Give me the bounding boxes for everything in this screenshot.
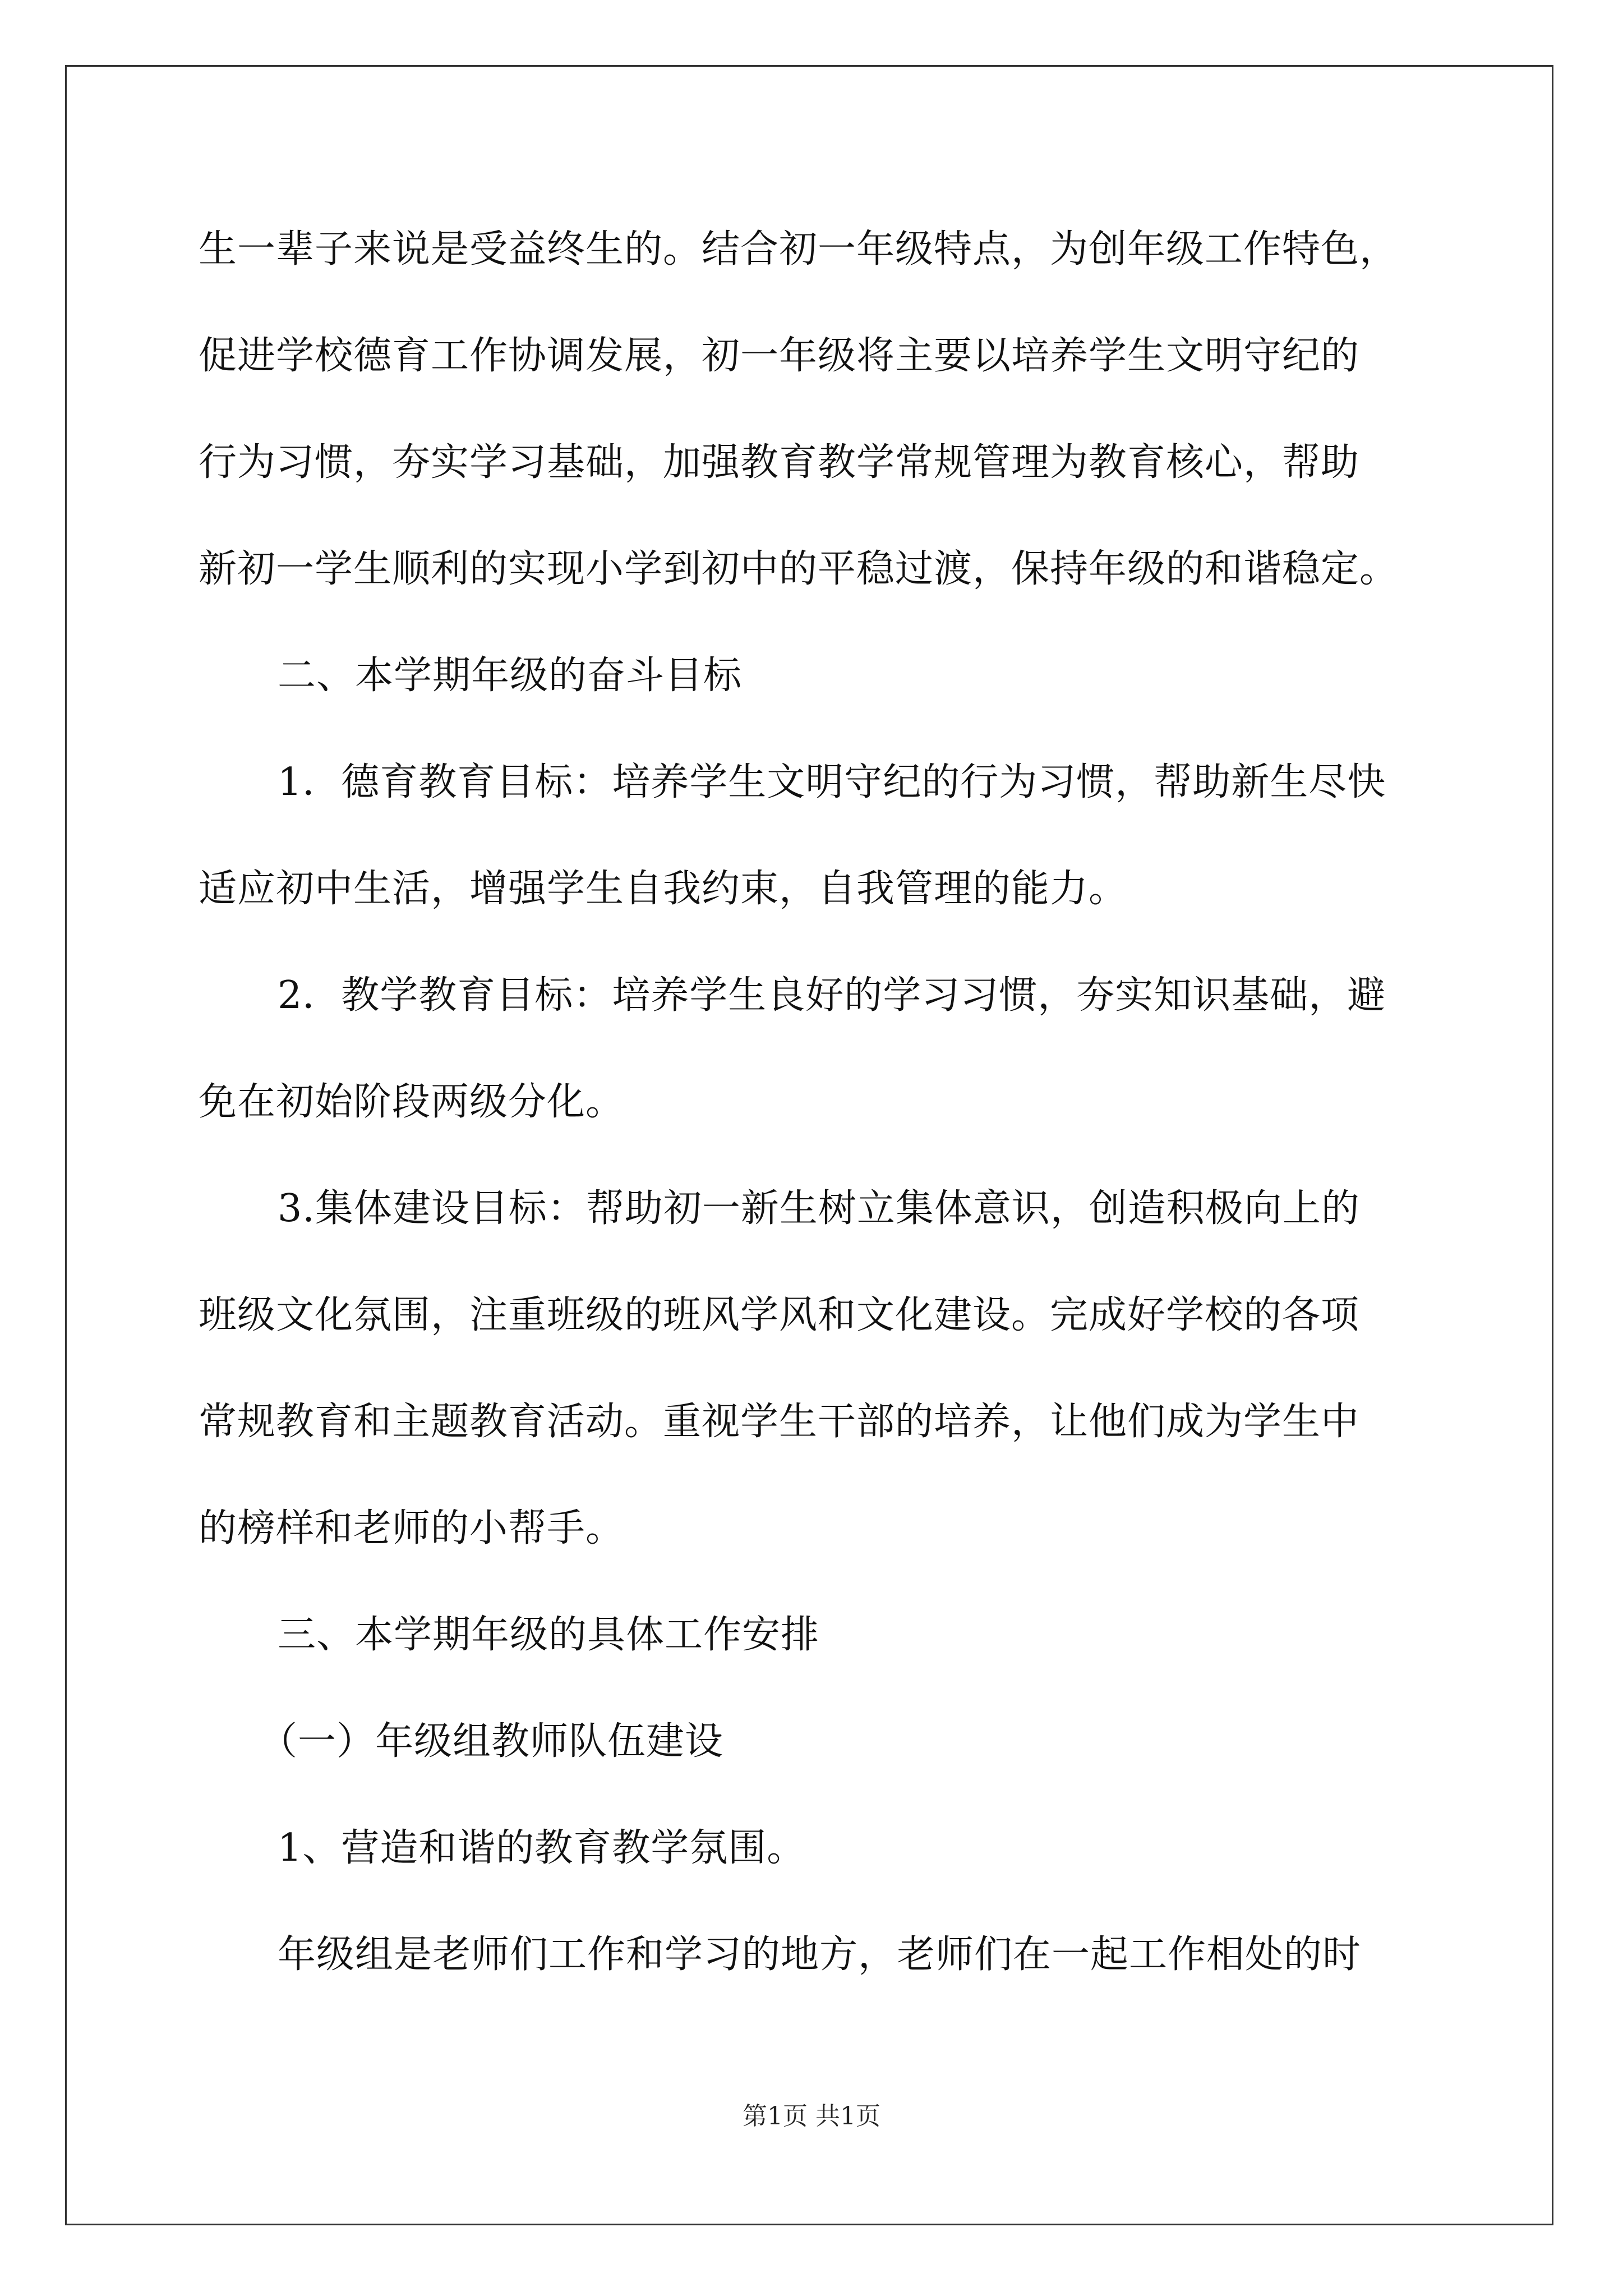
paragraph-line: 促进学校德育工作协调发展，初一年级将主要以培养学生文明守纪的: [199, 334, 1360, 378]
paragraph-line: 生一辈子来说是受益终生的。结合初一年级特点，为创年级工作特色，: [199, 227, 1399, 272]
paragraph-line: 常规教育和主题教育活动。重视学生干部的培养，让他们成为学生中: [199, 1400, 1360, 1444]
page-border: [65, 65, 1553, 2225]
paragraph-line: 2．教学教育目标：培养学生良好的学习习惯，夯实知识基础，避: [278, 973, 1386, 1018]
paragraph-line: 年级组是老师们工作和学习的地方，老师们在一起工作相处的时: [278, 1932, 1362, 1977]
paragraph-line: 行为习惯，夯实学习基础，加强教育教学常规管理为教育核心，帮助: [199, 440, 1360, 485]
paragraph-line: 适应初中生活，增强学生自我约束，自我管理的能力。: [199, 867, 1128, 911]
section-heading: 二、本学期年级的奋斗目标: [278, 654, 743, 698]
paragraph-line: 新初一学生顺利的实现小学到初中的平稳过渡，保持年级的和谐稳定。: [199, 547, 1399, 591]
page-footer: 第1页 共1页: [743, 2102, 880, 2131]
section-heading: 三、本学期年级的具体工作安排: [278, 1613, 820, 1657]
paragraph-line: 免在初始阶段两级分化。: [199, 1080, 625, 1124]
paragraph-line: 1．德育教育目标：培养学生文明守纪的行为习惯，帮助新生尽快: [278, 760, 1386, 804]
subsection-heading: （一）年级组教师队伍建设: [259, 1719, 724, 1764]
paragraph-line: 1、营造和谐的教育教学氛围。: [278, 1826, 806, 1870]
paragraph-line: 3.集体建设目标：帮助初一新生树立集体意识，创造积极向上的: [278, 1186, 1360, 1231]
paragraph-line: 的榜样和老师的小帮手。: [199, 1506, 625, 1550]
paragraph-line: 班级文化氛围，注重班级的班风学风和文化建设。完成好学校的各项: [199, 1293, 1360, 1337]
